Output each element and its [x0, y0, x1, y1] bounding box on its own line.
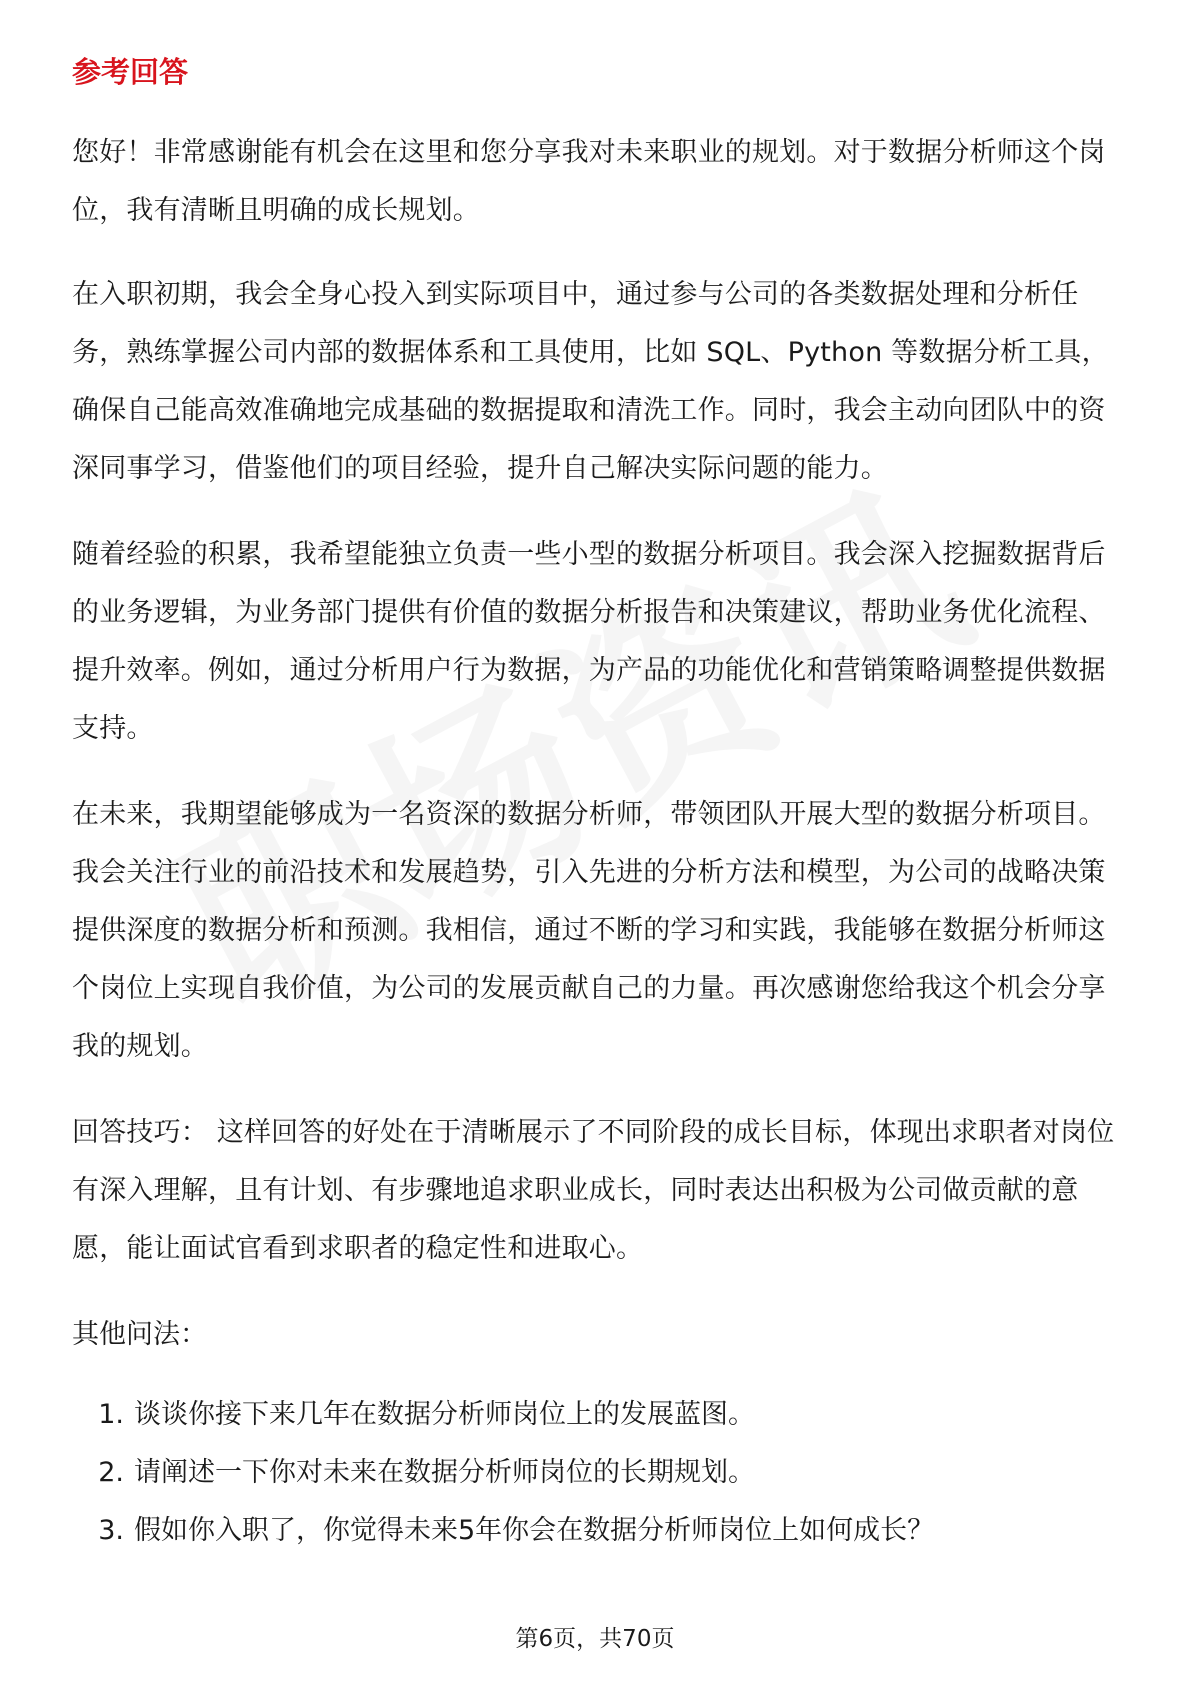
paragraph-intro: 您好！非常感谢能有机会在这里和您分享我对未来职业的规划。对于数据分析师这个岗位，我有清晰且明确的成长规划。 — [72, 137, 1106, 226]
paragraph-mid-stage: 随着经验的积累，我希望能独立负责一些小型的数据分析项目。我会深入挖掘数据背后的业务逻辑，为业务部门提供有价值的数据分析报告和决策建议，帮助业务优化流程、提升效率。例如，通过分析用户行为数据，为产品的功能优化和营销策略调整提供数据支持。 — [72, 539, 1106, 744]
section-title: 参考回答 — [72, 55, 189, 89]
list-item-number: 2. — [98, 1457, 124, 1488]
document-page — [72, 48, 1122, 1560]
other-questions-label: 其他问法： — [72, 1319, 207, 1350]
list-item-number: 1. — [98, 1399, 124, 1430]
list-item-text: 谈谈你接下来几年在数据分析师岗位上的发展蓝图。 — [134, 1399, 755, 1430]
list-item — [72, 1444, 1122, 1502]
paragraph-future-stage: 在未来，我期望能够成为一名资深的数据分析师，带领团队开展大型的数据分析项目。我会关注行业的前沿技术和发展趋势，引入先进的分析方法和模型，为公司的战略决策提供深度的数据分析和预测。我相信，通过不断的学习和实践，我能够在数据分析师这个岗位上实现自我价值，为公司的发展贡献自己的力量。再次感谢您给我这个机会分享我的规划。 — [72, 799, 1106, 1062]
list-item-number: 3. — [98, 1515, 124, 1546]
list-item — [72, 1386, 1122, 1444]
page-footer: 第6页，共70页 — [515, 1626, 675, 1652]
list-item-text: 请阐述一下你对未来在数据分析师岗位的长期规划。 — [134, 1457, 755, 1488]
list-item-text: 假如你入职了，你觉得未来5年你会在数据分析师岗位上如何成长？ — [134, 1515, 935, 1546]
paragraph-answer-tips: 回答技巧： 这样回答的好处在于清晰展示了不同阶段的成长目标，体现出求职者对岗位有深入理解，且有计划、有步骤地追求职业成长，同时表达出积极为公司做贡献的意愿，能让面试官看到求职者的稳定性和进取心。 — [72, 1117, 1115, 1264]
paragraph-early-stage: 在入职初期，我会全身心投入到实际项目中，通过参与公司的各类数据处理和分析任务，熟练掌握公司内部的数据体系和工具使用，比如 SQL、Python 等数据分析工具，确保自己能高效准确地完成基础的数据提取和清洗工作。同时，我会主动向团队中的资深同事学习，借鉴他们的项目经验，提升自己解决实际问题的能力。 — [72, 279, 1109, 484]
list-item — [72, 1502, 1122, 1560]
other-questions-list — [72, 1386, 1122, 1560]
